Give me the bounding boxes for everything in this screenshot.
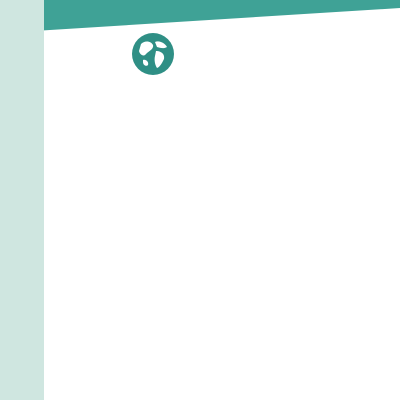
left-credits-strip: [0, 0, 44, 400]
section-header-logik: [222, 74, 340, 87]
section-header-gesellschaft: [350, 163, 400, 176]
section-header-wissenschaft: [222, 163, 340, 176]
section-header-richtig: [222, 287, 340, 300]
globe-icon: [131, 32, 175, 76]
section-header-wissen: [52, 204, 188, 217]
section-header-realitaet: [52, 110, 188, 123]
section-header-schoenheit: [350, 287, 400, 300]
section-header-geist: [52, 314, 188, 327]
section-header-religion: [350, 74, 400, 87]
